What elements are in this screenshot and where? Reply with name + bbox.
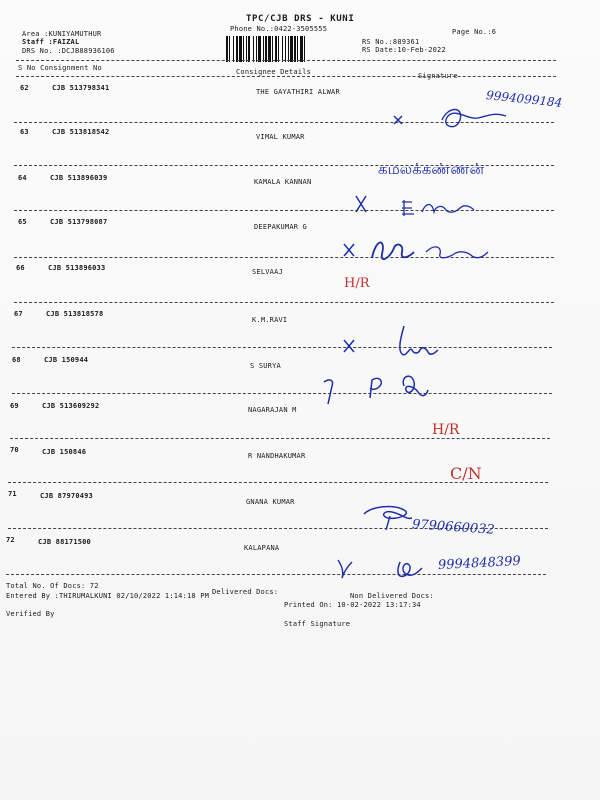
row-consignee: NAGARAJAN M: [248, 406, 297, 414]
row-consignment: CJB 87970493: [40, 492, 93, 500]
row-consignment: CJB 513896033: [48, 264, 106, 272]
rs-date: RS Date:10-Feb-2022: [362, 46, 446, 54]
row-sno: 72: [6, 536, 15, 544]
document-title: TPC/CJB DRS - KUNI: [246, 14, 355, 24]
handwritten-signature-64: [352, 190, 492, 220]
row-consignee: GNANA KUMAR: [246, 498, 295, 506]
row-sno: 69: [10, 402, 19, 410]
row-sno: 66: [16, 264, 25, 272]
row-consignment: CJB 88171500: [38, 538, 91, 546]
handwritten-phone-71: 9790660032: [411, 517, 496, 538]
row-consignment: CJB 513818578: [46, 310, 104, 318]
staff-label: Staff :FAIZAL: [22, 38, 80, 46]
row-consignment: CJB 513818542: [52, 128, 110, 136]
column-header-consignee: Consignee Details: [236, 68, 312, 76]
row-sno: 64: [18, 174, 27, 182]
handwritten-cn-70: C/N: [450, 464, 482, 483]
verified-by: Verified By: [6, 610, 55, 618]
handwritten-phone-62: 9994099184: [485, 88, 563, 110]
handwritten-hr-66: H/R: [344, 276, 370, 291]
row-consignment: CJB 513896039: [50, 174, 108, 182]
row-divider: [10, 438, 550, 439]
row-sno: 70: [10, 446, 19, 454]
barcode-bar: [305, 36, 307, 62]
header-divider-bottom: [16, 76, 556, 77]
column-header-consignment: S No Consignment No: [18, 64, 102, 72]
row-consignee: DEEPAKUMAR G: [254, 223, 307, 231]
row-sno: 62: [20, 84, 29, 92]
staff-signature: Staff Signature: [284, 620, 351, 628]
handwritten-hr-69: H/R: [432, 422, 460, 438]
row-consignee: THE GAYATHIRI ALWAR: [256, 88, 340, 96]
row-sno: 67: [14, 310, 23, 318]
area-label: Area :KUNIYAMUTHUR: [22, 30, 102, 38]
printed-on: Printed On: 10-02-2022 13:17:34: [284, 601, 421, 609]
handwritten-signature-72: [334, 554, 424, 584]
footer-divider: [6, 574, 546, 575]
handwritten-tamil-name-64: கமலக்கண்ணன்: [378, 160, 485, 178]
row-sno: 68: [12, 356, 21, 364]
non-delivered-docs: Non Delivered Docs:: [350, 592, 434, 600]
handwritten-signature-68: [318, 372, 448, 406]
row-divider: [14, 302, 554, 303]
row-divider: [12, 393, 552, 394]
row-sno: 71: [8, 490, 17, 498]
row-consignee: K.M.RAVI: [252, 316, 288, 324]
row-consignee: S SURYA: [250, 362, 281, 370]
row-consignment: CJB 150944: [44, 356, 89, 364]
row-consignment: CJB 150846: [42, 448, 87, 456]
page-number: Page No.:6: [452, 28, 497, 36]
row-divider: [12, 347, 552, 348]
row-consignee: SELVAAJ: [252, 268, 283, 276]
column-header-signature: Signature: [418, 72, 458, 80]
row-consignment: CJB 513798087: [50, 218, 108, 226]
row-consignment: CJB 513609292: [42, 402, 100, 410]
row-consignee: KALAPANA: [244, 544, 280, 552]
drs-number: DRS No. :DCJB88936106: [22, 47, 115, 55]
entered-by: Entered By :THIRUMALKUNI 02/10/2022 1:14:18 PM: [6, 592, 210, 600]
delivered-docs: Delivered Docs:: [212, 588, 279, 596]
row-consignee: R NANDHAKUMAR: [248, 452, 306, 460]
total-docs: Total No. Of Docs: 72: [6, 582, 99, 590]
row-consignee: VIMAL KUMAR: [256, 133, 305, 141]
phone-number: Phone No.:0422-3505555: [230, 25, 328, 33]
row-consignee: KAMALA KANNAN: [254, 178, 312, 186]
handwritten-signature-67: [340, 322, 450, 358]
row-sno: 65: [18, 218, 27, 226]
handwritten-signature-65: [340, 236, 510, 266]
row-sno: 63: [20, 128, 29, 136]
rs-number: RS No.:889361: [362, 38, 420, 46]
handwritten-phone-72: 9994848399: [437, 553, 522, 574]
header-divider-top: [16, 60, 556, 61]
row-consignment: CJB 513798341: [52, 84, 110, 92]
barcode: [226, 36, 350, 62]
